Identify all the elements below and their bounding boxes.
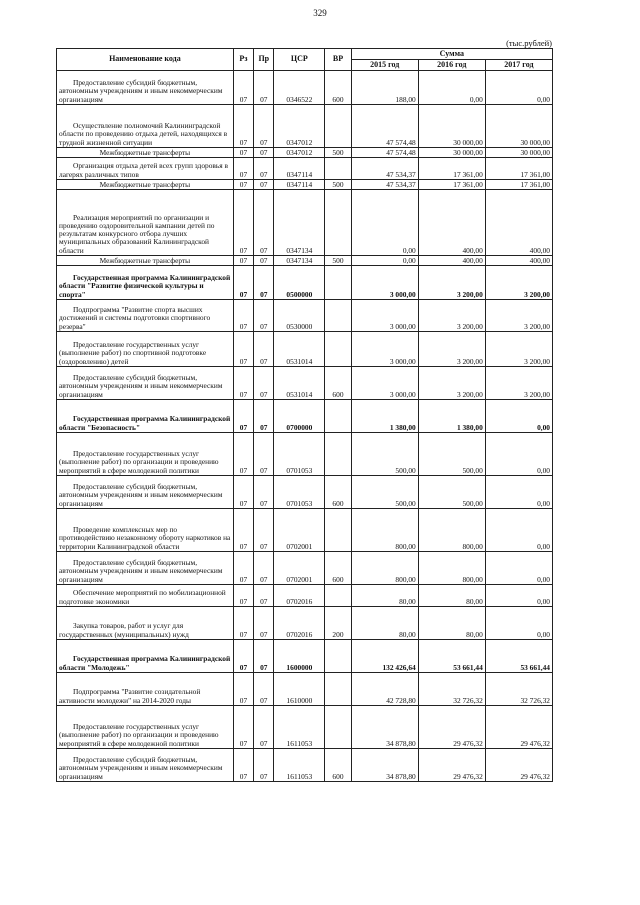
header-pr: Пр	[254, 49, 274, 71]
table-cell-pr: 07	[254, 585, 274, 607]
table-cell-pr: 07	[254, 673, 274, 706]
table-cell-pr: 07	[254, 256, 274, 266]
table-cell-csr: 0347012	[274, 105, 325, 148]
units-label: (тыс.рублей)	[506, 38, 552, 48]
table-cell-2016: 30 000,00	[418, 148, 485, 158]
table-cell-2017: 0,00	[485, 71, 552, 105]
table-cell-vr	[325, 400, 351, 433]
table-cell-rz: 07	[233, 433, 253, 476]
table-cell-pr: 07	[254, 266, 274, 300]
table-cell-2017: 29 476,32	[485, 749, 552, 782]
table-cell-2016: 29 476,32	[418, 749, 485, 782]
table-row	[57, 433, 553, 476]
table-cell-2016: 500,00	[418, 433, 485, 476]
table-cell-2016: 53 661,44	[418, 640, 485, 673]
table-cell-2017: 3 200,00	[485, 300, 552, 332]
table-cell-csr: 0346522	[274, 71, 325, 105]
table-cell-2017: 400,00	[485, 256, 552, 266]
table-cell-2015: 80,00	[351, 607, 418, 640]
table-cell-rz: 07	[233, 706, 253, 749]
table-cell-2016: 30 000,00	[418, 105, 485, 148]
table-cell-csr: 0531014	[274, 332, 325, 367]
table-cell-2016: 500,00	[418, 476, 485, 509]
table-header	[57, 49, 553, 71]
table-cell-vr	[325, 640, 351, 673]
table-cell-csr: 0347134	[274, 256, 325, 266]
table-cell-2015: 1 380,00	[351, 400, 418, 433]
table-row	[57, 509, 553, 552]
table-cell-rz: 07	[233, 552, 253, 585]
table-cell-pr: 07	[254, 476, 274, 509]
table-cell-csr: 0702016	[274, 585, 325, 607]
table-cell-pr: 07	[254, 640, 274, 673]
table-cell-vr	[325, 585, 351, 607]
table-cell-rz: 07	[233, 105, 253, 148]
table-row	[57, 256, 553, 266]
table-cell-csr: 0347012	[274, 148, 325, 158]
table-cell-csr: 0347134	[274, 190, 325, 256]
table-cell-name: Предоставление субсидий бюджетным, автономным учреждениям и иным некоммерческим организациям	[57, 71, 234, 105]
table-cell-2017: 17 361,00	[485, 180, 552, 190]
table-cell-rz: 07	[233, 673, 253, 706]
table-row	[57, 673, 553, 706]
table-cell-rz: 07	[233, 367, 253, 400]
table-cell-2017: 32 726,32	[485, 673, 552, 706]
table-cell-2016: 3 200,00	[418, 266, 485, 300]
table-cell-2015: 80,00	[351, 585, 418, 607]
table-row	[57, 190, 553, 256]
table-cell-csr: 0701053	[274, 476, 325, 509]
table-row	[57, 585, 553, 607]
table-cell-2015: 3 000,00	[351, 367, 418, 400]
table-cell-pr: 07	[254, 71, 274, 105]
table-cell-rz: 07	[233, 71, 253, 105]
table-cell-2017: 0,00	[485, 585, 552, 607]
table-cell-name: Подпрограмма "Развитие созидательной активности молодежи" на 2014-2020 годы	[57, 673, 234, 706]
table-cell-pr: 07	[254, 190, 274, 256]
table-cell-2017: 0,00	[485, 433, 552, 476]
table-cell-2015: 34 878,80	[351, 706, 418, 749]
table-cell-2015: 0,00	[351, 190, 418, 256]
table-cell-name: Осуществление полномочий Калининградской области по проведению отдыха детей, находящихся в трудной жизненной ситуации	[57, 105, 234, 148]
table-cell-2015: 800,00	[351, 509, 418, 552]
table-cell-2016: 0,00	[418, 71, 485, 105]
table-cell-2015: 0,00	[351, 256, 418, 266]
table-cell-csr: 0347114	[274, 158, 325, 180]
header-sum: Сумма	[351, 49, 552, 60]
table-cell-name: Государственная программа Калининградской области "Молодежь"	[57, 640, 234, 673]
table-cell-pr: 07	[254, 749, 274, 782]
table-cell-2015: 47 574,48	[351, 148, 418, 158]
table-cell-vr: 600	[325, 71, 351, 105]
table-body	[57, 71, 553, 782]
table-cell-2016: 800,00	[418, 552, 485, 585]
table-cell-vr	[325, 105, 351, 148]
table-cell-2016: 1 380,00	[418, 400, 485, 433]
table-cell-name: Организация отдыха детей всех групп здоровья в лагерях различных типов	[57, 158, 234, 180]
table-cell-2015: 800,00	[351, 552, 418, 585]
table-cell-csr: 0500000	[274, 266, 325, 300]
table-cell-vr: 600	[325, 476, 351, 509]
table-cell-2015: 3 000,00	[351, 266, 418, 300]
table-row	[57, 158, 553, 180]
table-row	[57, 148, 553, 158]
table-cell-2017: 400,00	[485, 190, 552, 256]
table-row	[57, 266, 553, 300]
table-cell-vr	[325, 332, 351, 367]
table-cell-rz: 07	[233, 607, 253, 640]
table-cell-pr: 07	[254, 332, 274, 367]
table-cell-pr: 07	[254, 180, 274, 190]
table-cell-name: Государственная программа Калининградской области "Безопасность"	[57, 400, 234, 433]
table-cell-vr	[325, 706, 351, 749]
table-cell-pr: 07	[254, 300, 274, 332]
table-cell-2016: 400,00	[418, 190, 485, 256]
header-name: Наименование кода	[57, 49, 234, 71]
table-cell-pr: 07	[254, 607, 274, 640]
table-cell-vr	[325, 190, 351, 256]
table-cell-csr: 0700000	[274, 400, 325, 433]
table-cell-rz: 07	[233, 332, 253, 367]
table-cell-vr	[325, 158, 351, 180]
table-cell-csr: 0702001	[274, 509, 325, 552]
table-cell-2016: 3 200,00	[418, 332, 485, 367]
table-cell-name: Подпрограмма "Развитие спорта высших достижений и системы подготовки спортивного резерва"	[57, 300, 234, 332]
table-cell-pr: 07	[254, 158, 274, 180]
header-2016: 2016 год	[418, 60, 485, 71]
table-cell-rz: 07	[233, 190, 253, 256]
table-cell-2015: 3 000,00	[351, 332, 418, 367]
table-row	[57, 180, 553, 190]
table-row	[57, 706, 553, 749]
table-cell-2017: 3 200,00	[485, 367, 552, 400]
table-cell-2017: 0,00	[485, 607, 552, 640]
table-cell-csr: 0531014	[274, 367, 325, 400]
table-cell-2017: 0,00	[485, 400, 552, 433]
table-cell-2016: 17 361,00	[418, 158, 485, 180]
table-cell-pr: 07	[254, 367, 274, 400]
table-cell-pr: 07	[254, 433, 274, 476]
table-cell-pr: 07	[254, 706, 274, 749]
table-cell-vr: 600	[325, 552, 351, 585]
table-cell-csr: 0702016	[274, 607, 325, 640]
table-cell-2017: 30 000,00	[485, 105, 552, 148]
table-cell-2015: 3 000,00	[351, 300, 418, 332]
header-rz: Рз	[233, 49, 253, 71]
table-cell-name: Предоставление субсидий бюджетным, автономным учреждениям и иным некоммерческим организациям	[57, 476, 234, 509]
table-row	[57, 552, 553, 585]
table-cell-vr: 600	[325, 367, 351, 400]
table-cell-pr: 07	[254, 105, 274, 148]
table-cell-name: Реализация мероприятий по организации и проведению оздоровительной кампании детей по результатам конкурсного отбора лучших муниципальных образований Калининградской области	[57, 190, 234, 256]
table-cell-rz: 07	[233, 640, 253, 673]
table-cell-2017: 3 200,00	[485, 266, 552, 300]
table-cell-2016: 3 200,00	[418, 367, 485, 400]
table-cell-csr: 1611053	[274, 706, 325, 749]
table-row	[57, 332, 553, 367]
table-cell-2017: 0,00	[485, 552, 552, 585]
table-cell-2016: 3 200,00	[418, 300, 485, 332]
table-cell-2016: 29 476,32	[418, 706, 485, 749]
table-cell-2015: 500,00	[351, 433, 418, 476]
table-cell-name: Предоставление государственных услуг (выполнение работ) по спортивной подготовке (оздоровлению) детей	[57, 332, 234, 367]
table-cell-vr: 500	[325, 148, 351, 158]
table-cell-pr: 07	[254, 400, 274, 433]
table-cell-2015: 47 534,37	[351, 158, 418, 180]
table-row	[57, 749, 553, 782]
table-cell-vr: 500	[325, 256, 351, 266]
table-cell-2016: 17 361,00	[418, 180, 485, 190]
table-cell-vr	[325, 266, 351, 300]
table-row	[57, 367, 553, 400]
table-cell-name: Предоставление субсидий бюджетным, автономным учреждениям и иным некоммерческим организациям	[57, 367, 234, 400]
table-cell-csr: 0530000	[274, 300, 325, 332]
table-cell-rz: 07	[233, 476, 253, 509]
table-cell-name: Межбюджетные трансферты	[57, 180, 234, 190]
table-cell-rz: 07	[233, 400, 253, 433]
budget-table	[56, 48, 553, 782]
table-cell-2016: 80,00	[418, 607, 485, 640]
table-cell-pr: 07	[254, 552, 274, 585]
table-cell-2017: 30 000,00	[485, 148, 552, 158]
table-cell-2017: 0,00	[485, 476, 552, 509]
table-cell-pr: 07	[254, 148, 274, 158]
table-cell-2016: 400,00	[418, 256, 485, 266]
table-cell-2017: 17 361,00	[485, 158, 552, 180]
header-2017: 2017 год	[485, 60, 552, 71]
header-2015: 2015 год	[351, 60, 418, 71]
table-cell-vr	[325, 300, 351, 332]
table-cell-name: Обеспечение мероприятий по мобилизационной подготовке экономики	[57, 585, 234, 607]
table-cell-name: Закупка товаров, работ и услуг для государственных (муниципальных) нужд	[57, 607, 234, 640]
table-cell-rz: 07	[233, 300, 253, 332]
table-cell-2015: 47 574,48	[351, 105, 418, 148]
table-row	[57, 476, 553, 509]
table-row	[57, 640, 553, 673]
table-cell-2015: 500,00	[351, 476, 418, 509]
table-cell-name: Межбюджетные трансферты	[57, 256, 234, 266]
table-cell-name: Проведение комплексных мер по противодействию незаконному обороту наркотиков на территории Калининградской области	[57, 509, 234, 552]
table-cell-csr: 0701053	[274, 433, 325, 476]
table-cell-vr: 600	[325, 749, 351, 782]
table-cell-pr: 07	[254, 509, 274, 552]
table-cell-csr: 1611053	[274, 749, 325, 782]
table-cell-vr	[325, 433, 351, 476]
header-vr: ВР	[325, 49, 351, 71]
table-cell-name: Предоставление государственных услуг (выполнение работ) по организации и проведению мероприятий в сфере молодежной политики	[57, 433, 234, 476]
table-cell-2015: 188,00	[351, 71, 418, 105]
table-cell-csr: 0347114	[274, 180, 325, 190]
table-cell-rz: 07	[233, 749, 253, 782]
table-cell-2016: 80,00	[418, 585, 485, 607]
table-cell-vr	[325, 673, 351, 706]
table-cell-vr	[325, 509, 351, 552]
table-cell-rz: 07	[233, 148, 253, 158]
table-cell-rz: 07	[233, 509, 253, 552]
header-csr: ЦСР	[274, 49, 325, 71]
page-number: 329	[313, 8, 327, 18]
table-cell-rz: 07	[233, 256, 253, 266]
table-row	[57, 400, 553, 433]
table-cell-name: Государственная программа Калининградской области "Развитие физической культуры и спорта"	[57, 266, 234, 300]
table-row	[57, 607, 553, 640]
table-cell-csr: 1610000	[274, 673, 325, 706]
table-row	[57, 71, 553, 105]
table-row	[57, 300, 553, 332]
table-cell-name: Предоставление субсидий бюджетным, автономным учреждениям и иным некоммерческим организациям	[57, 749, 234, 782]
table-row	[57, 105, 553, 148]
table-cell-2016: 32 726,32	[418, 673, 485, 706]
table-cell-2015: 34 878,80	[351, 749, 418, 782]
table-cell-csr: 0702001	[274, 552, 325, 585]
table-cell-name: Предоставление государственных услуг (выполнение работ) по организации и проведению мероприятий в сфере молодежной политики	[57, 706, 234, 749]
table-cell-csr: 1600000	[274, 640, 325, 673]
table-cell-2017: 29 476,32	[485, 706, 552, 749]
table-cell-rz: 07	[233, 180, 253, 190]
table-cell-2016: 800,00	[418, 509, 485, 552]
table-cell-2017: 0,00	[485, 509, 552, 552]
table-cell-rz: 07	[233, 585, 253, 607]
table-cell-2017: 53 661,44	[485, 640, 552, 673]
table-cell-vr: 500	[325, 180, 351, 190]
table-cell-2015: 47 534,37	[351, 180, 418, 190]
table-cell-vr: 200	[325, 607, 351, 640]
table-cell-2015: 42 728,80	[351, 673, 418, 706]
table-cell-rz: 07	[233, 158, 253, 180]
table-cell-2017: 3 200,00	[485, 332, 552, 367]
table-cell-rz: 07	[233, 266, 253, 300]
table-cell-name: Предоставление субсидий бюджетным, автономным учреждениям и иным некоммерческим организациям	[57, 552, 234, 585]
table-cell-2015: 132 426,64	[351, 640, 418, 673]
table-cell-name: Межбюджетные трансферты	[57, 148, 234, 158]
